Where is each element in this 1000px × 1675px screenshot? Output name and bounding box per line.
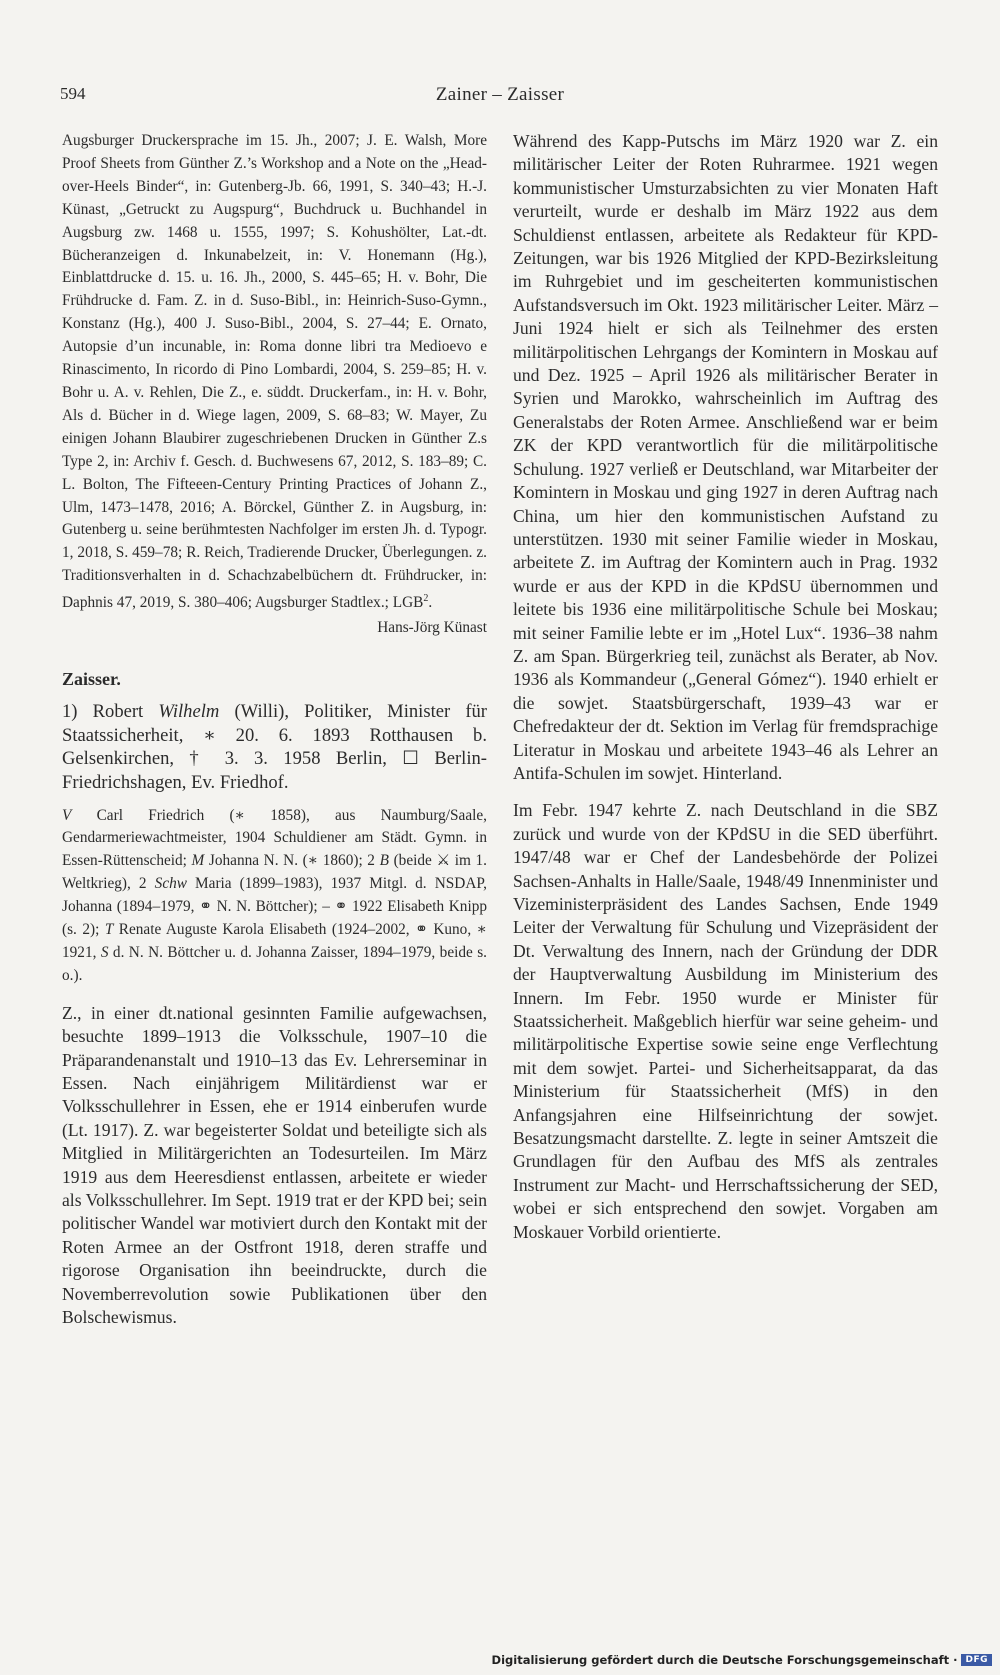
entry-lead-pre: 1) Robert xyxy=(62,701,159,723)
bibliography-superscript: 2 xyxy=(423,593,429,605)
footer-credit xyxy=(492,1653,992,1667)
page-number: 594 xyxy=(60,84,86,103)
family-text: d. N. N. Böttcher u. d. Johanna Zaisser, 1894–1979, beide s. o.). xyxy=(62,943,487,984)
entry-given-name: Wilhelm xyxy=(158,701,220,723)
paragraph-2: Während des Kapp-Putschs im März 1920 war Z. ein militärischer Leiter der Roten Ruhrarmee. 1921 wegen kommunistischer Umsturzabsichten zu vier Monaten Haft verurteilt, wurde er deshalb im März 1922 aus dem Schuldienst entlassen, arbeitete als Redakteur für KPD-Zeitungen, war bis 1926 Mitglied der KPD-Bezirksleitung im Ruhrgebiet und im gescheiterten kommunistischen Aufstandsversuch im Okt. 1923 militärischer Leiter. März – Juni 1924 hielt er sich als Teilnehmer des ersten militärpolitischen Lehrgangs der Komintern in Moskau auf und Dez. 1925 – April 1926 als militärischer Berater in Syrien und Marokko, wahrscheinlich im Auftrag des Generalstabs der Roten Armee. Anschließend war er beim ZK der KPD verantwortlich für die militärpolitische Schulung. 1927 verließ er Deutschland, war Mitarbeiter der Komintern in Moskau und ging 1927 in deren Auftrag nach China, um hier den kommunistischen Aufstand zu unterstützen. 1930 mit seiner Familie wieder in Moskau, arbeitete Z. im Auftrag der Komintern auch in Prag. 1932 wurde er aus der KPD in die KPdSU übernommen und leitete bis 1936 eine militärpolitische Schule bei Moskau; mit seiner Familie lebte er im „Hotel Lux“. 1936–38 nahm Z. am Span. Bürgerkrieg teil, zunächst als Berater, ab Nov. 1936 als Kommandeur („General Gómez“). 1940 erhielt er die sowjet. Staatsbürgerschaft, 1939–43 war er Chefredakteur der dt. Sektion im Verlag für fremdsprachige Literatur in Moskau und arbeitete 1943–46 als Lehrer an Antifa-Schulen im sowjet. Hinterland. xyxy=(513,131,938,783)
family-text: Maria (1899–1983), 1937 Mitgl. d. NSDAP, Johanna (1894–1979, ⚭ N. N. Böttcher); – ⚭ 1922 Elisabeth Knipp (s. 2); xyxy=(62,875,487,939)
family-abbrev: Schw xyxy=(154,875,187,893)
paragraph-1: Z., in einer dt.national gesinnten Familie aufgewachsen, besuchte 1899–1913 die Volksschule, 1907–10 die Präparandenanstalt und 1910–13 das Ev. Lehrerseminar in Essen. Nach einjährigem Militärdienst war er Volksschullehrer in Essen, ehe er 1914 einberufen wurde (Lt. 1917). Z. war begeisterter Soldat und beteiligte sich als Mitglied in Militärgerichten an Todesurteilen. Im März 1919 aus dem Heeresdienst entlassen, arbeitete er wieder als Volksschullehrer. Im Sept. 1919 trat er der KPD bei; sein politischer Wandel war motiviert durch den Kontakt mit der Roten Armee an der Ostfront 1918, deren straffe und rigorose Organisation ihn beeindruckte, durch die Novemberrevolution sowie Publikationen über den Bolschewismus. xyxy=(62,1002,487,1328)
family-abbrev: M xyxy=(191,852,205,870)
entry-heading: Zaisser. xyxy=(62,669,121,690)
family-text: (beide ⚔ im 1. Weltkrieg), 2 xyxy=(62,852,487,893)
family-text: Carl Friedrich (∗ 1858), aus Naumburg/Saale, Gendarmeriewachtmeister, 1904 Schuldiener am Städt. Gymn. in Essen-Rüttenscheid; xyxy=(62,806,487,870)
entry-lead-post: (Willi), Politiker, Minister für Staatssicherheit, ∗ 20. 6. 1893 Rotthausen b. Gelsenkirchen, † 3. 3. 1958 Berlin, ☐ Berlin-Friedrichshagen, Ev. Friedhof. xyxy=(62,701,487,793)
author-signature: Hans-Jörg Künast xyxy=(377,619,487,637)
entry-lead xyxy=(62,700,487,794)
paragraph-3: Im Febr. 1947 kehrte Z. nach Deutschland in die SBZ zurück und wurde von der KPdSU in die SED überführt. 1947/48 war er Chef der Landesbehörde der Polizei Sachsen-Anhalts in Halle/Saale, 1948/49 Innenminister und Vizeministerpräsident des Landes Sachsen, Ende 1949 Leiter der Verwaltung für Schulung und Vizepräsident der Dt. Verwaltung des Innern, nach der Gründung der DDR der Hauptverwaltung Ausbildung im Ministerium des Innern. Im Febr. 1950 wurde er Minister für Staatssicherheit. Maßgeblich hierfür war seine geheim- und militärpolitische Expertise sowie seine enge Verflechtung mit dem sowjet. Partei- und Sicherheitsapparat, da das Ministerium für Staatssicherheit (MfS) in den Anfangsjahren eine Hilfseinrichtung der sowjet. Besatzungsmacht darstellte. Z. legte in seiner Amtszeit die Grundlagen für den Aufbau des MfS als zentrales Instrument zur Macht- und Herrschaftssicherung der SED, wobei er sich entsprechend den sowjet. Vorgaben am Moskauer Vorbild orientierte. xyxy=(513,800,938,1242)
family-abbrev: T xyxy=(104,921,114,939)
footer-text: Digitalisierung gefördert durch die Deutsche Forschungsgemeinschaft · xyxy=(491,1653,958,1667)
right-column xyxy=(513,130,938,1244)
family-abbrev: V xyxy=(62,806,72,824)
family-abbrev: S xyxy=(100,943,109,961)
running-head: Zainer – Zaisser xyxy=(435,84,565,105)
bibliography-text: Augsburger Druckersprache im 15. Jh., 2007; J. E. Walsh, More Proof Sheets from Günther Z.’s Workshop and a Note on the „Head-over-Heels Binder“, in: Gutenberg-Jb. 66, 1991, S. 340–43; H.-J. Künast, „Getruckt zu Augspurg“, Buchdruck u. Buchhandel in Augsburg zw. 1468 u. 1555, 1997; S. Kohushölter, Lat.-dt. Bücheranzeigen d. Inkunabelzeit, in: V. Honemann (Hg.), Einblattdrucke d. 15. u. 16. Jh., 2000, S. 445–65; H. v. Bohr, Die Frühdrucke d. Fam. Z. in d. Suso-Bibl., in: Heinrich-Suso-Gymn., Konstanz (Hg.), 400 J. Suso-Bibl., 2004, S. 27–44; E. Ornato, Autopsie d’un incunable, in: Roma donne libri tra Medioevo e Rinascimento, In ricordo di Pino Lombardi, 2004, S. 259–85; H. v. Bohr u. A. v. Rehlen, Die Z., e. süddt. Druckerfam., in: H. v. Bohr, Als d. Bücher in d. Wiege lagen, 2009, S. 68–83; W. Mayer, Zu einigen Johann Blaubirer zugeschriebenen Drucken in Günther Z.s Type 2, in: Archiv f. Gesch. d. Buchwesens 67, 2012, S. 183–89; C. L. Bolton, The Fifteeen-Century Printing Practices of Johann Z., Ulm, 1473–1478, 2016; A. Börckel, Günther Z. in Augsburg, in: Gutenberg u. seine berühmtesten Nachfolger im ersten Jh. d. Typogr. 1, 2018, S. 459–78; R. Reich, Tradierende Drucker, Überlegungen. z. Traditionsverhalten in d. Schachzabelbüchern dt. Frühdrucker, in: Daphnis 47, 2019, S. 380–406; Augsburger Stadtlex.; LGB xyxy=(62,132,487,612)
family-text: Renate Auguste Karola Elisabeth (1924–2002, ⚭ Kuno, ∗ 1921, xyxy=(62,921,488,961)
bibliography xyxy=(62,130,487,615)
family-info xyxy=(62,805,487,988)
left-column xyxy=(62,130,487,1329)
family-abbrev: B xyxy=(379,852,389,870)
dfg-logo: DFG xyxy=(961,1654,992,1666)
bibliography-end: . xyxy=(428,594,433,612)
family-text: Johanna N. N. (∗ 1860); 2 xyxy=(204,852,380,870)
